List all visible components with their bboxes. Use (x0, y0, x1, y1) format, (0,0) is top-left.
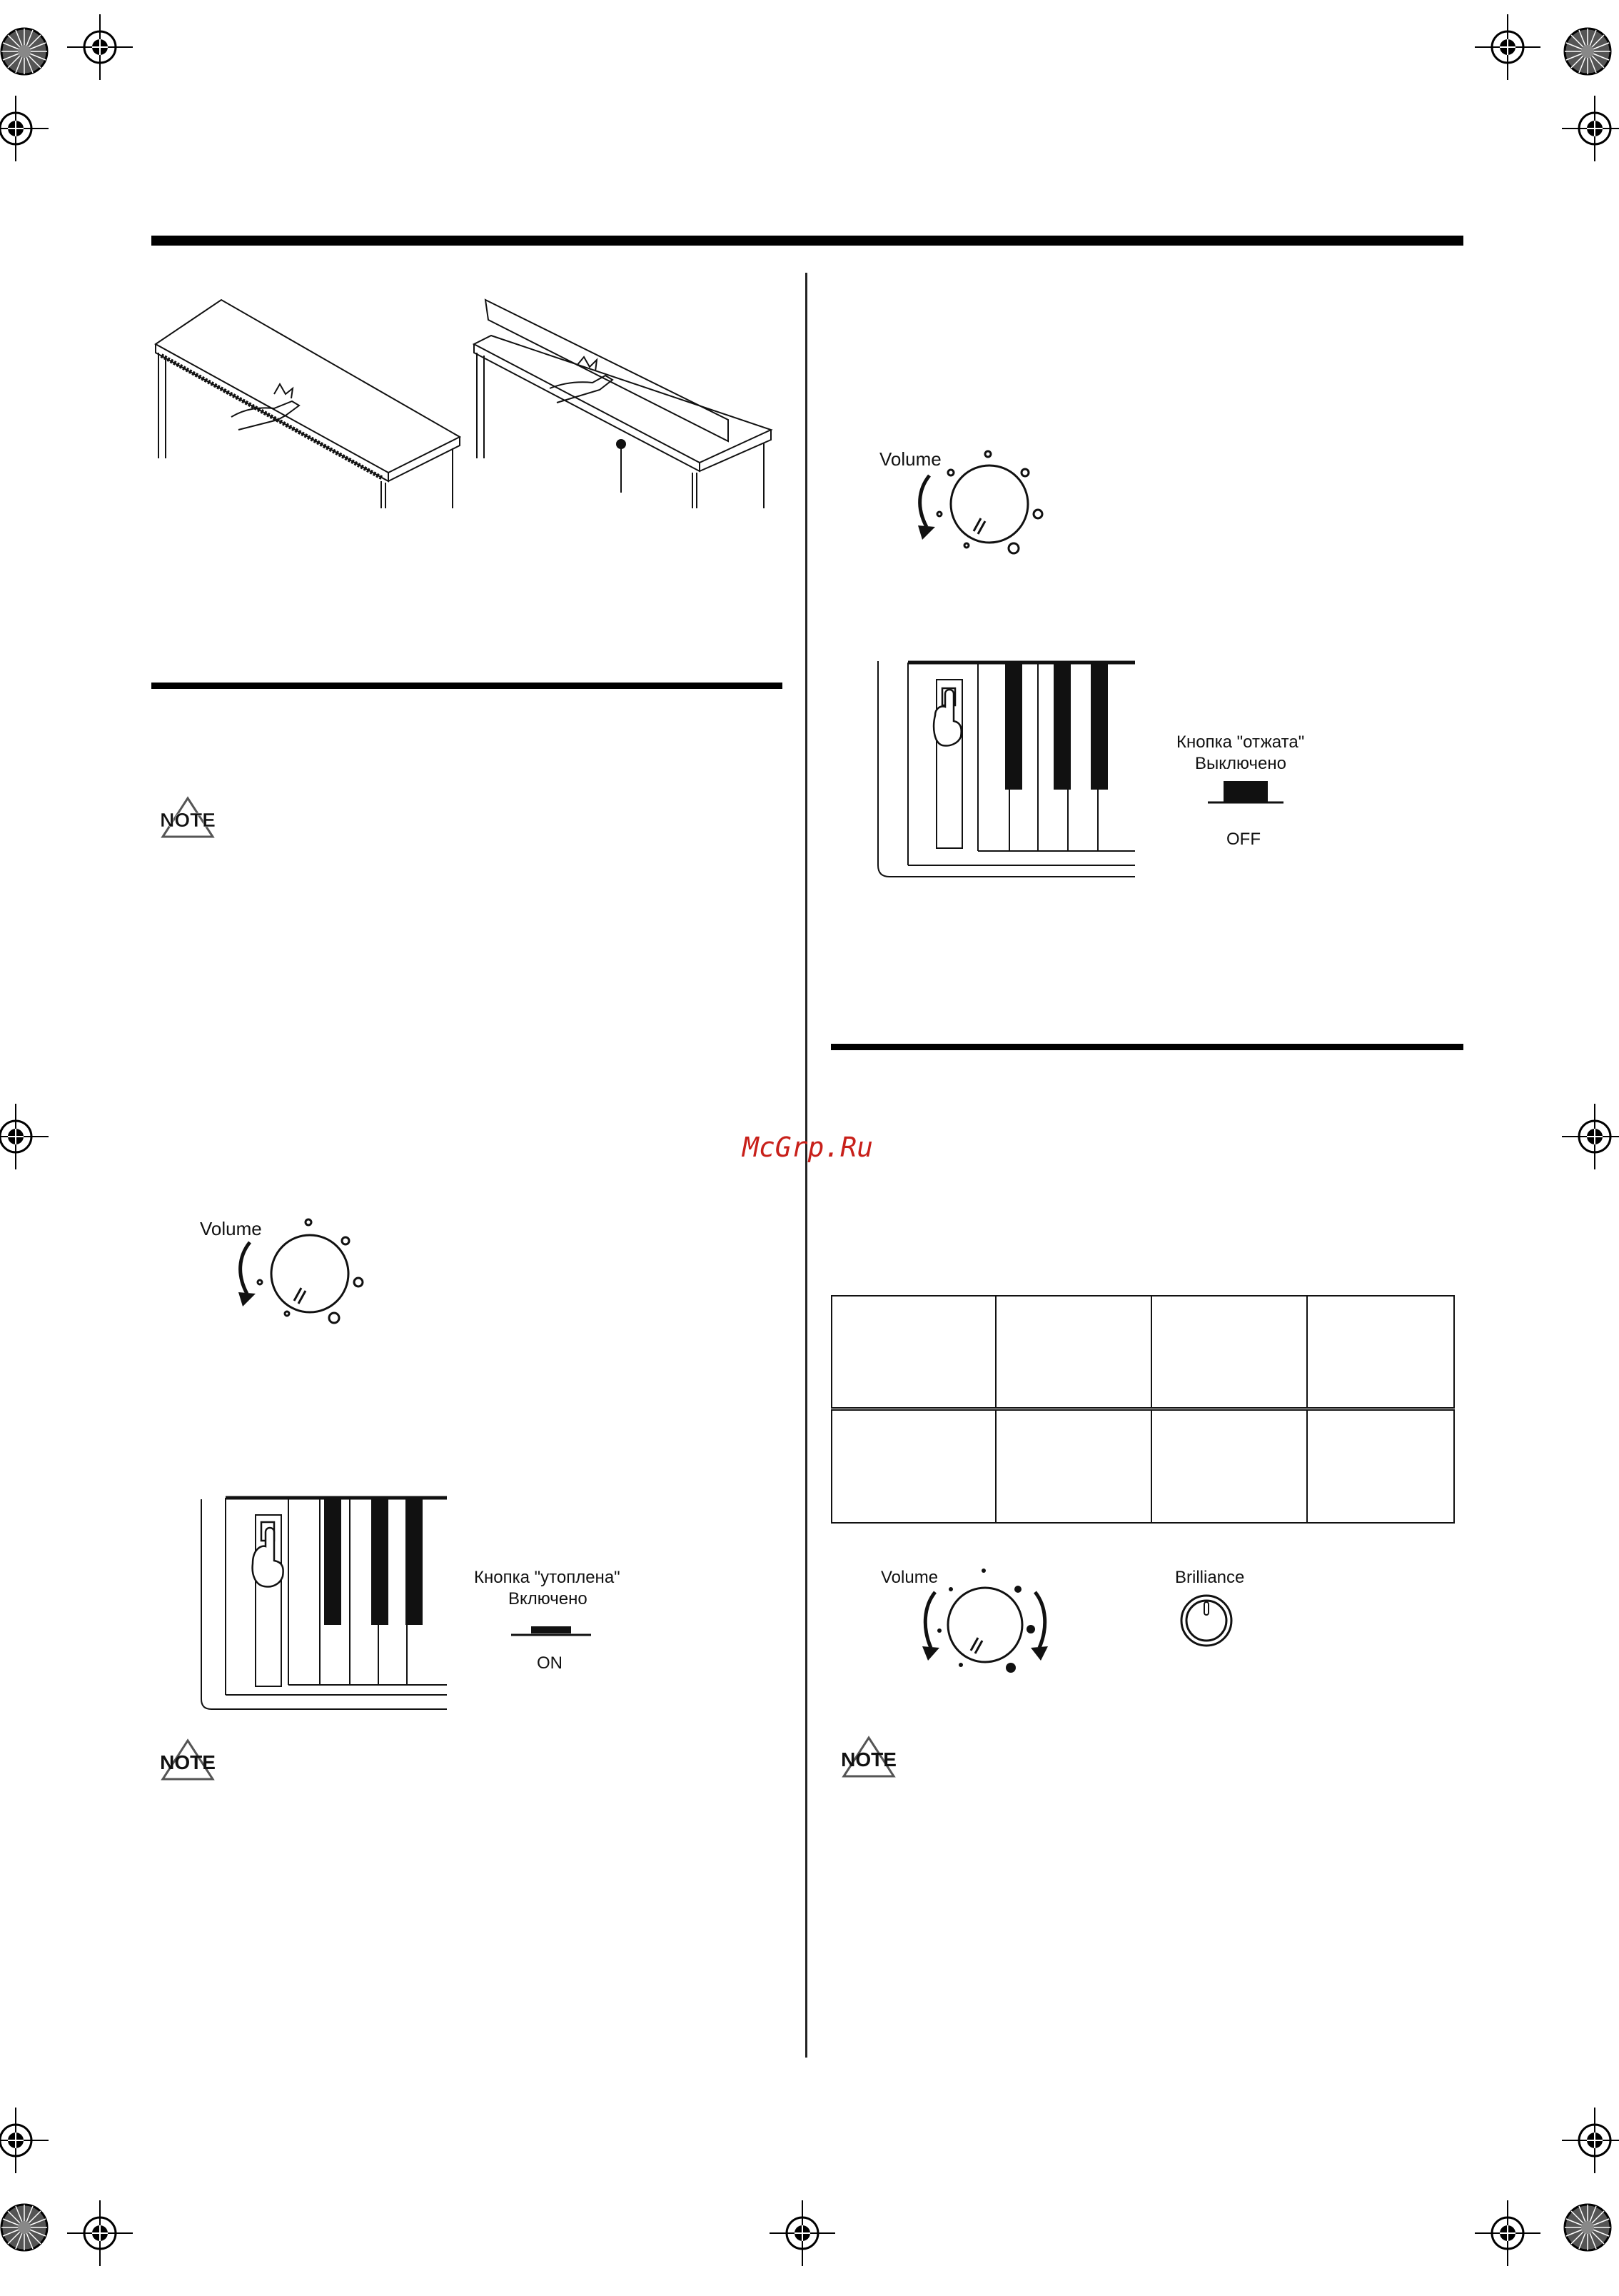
brilliance-label: Brilliance (1175, 1568, 1245, 1587)
black-key (1054, 663, 1071, 790)
color-wheel-icon (1, 29, 47, 74)
registration-mark-icon (67, 2200, 133, 2266)
column-divider (805, 273, 807, 2058)
table-cell (1151, 1409, 1307, 1523)
color-wheel-icon (1565, 2205, 1610, 2250)
black-key (324, 1498, 341, 1625)
watermark: McGrp.Ru (742, 1132, 874, 1163)
power-off-caption-line1: Кнопка "отжата" (1176, 732, 1305, 752)
registration-mark-icon (1475, 14, 1540, 80)
right-section-rule (831, 1044, 1463, 1050)
power-button-pressed-icon (510, 1622, 592, 1639)
table-cell (1307, 1296, 1454, 1409)
black-key (1091, 663, 1108, 790)
volume-label: Volume (200, 1218, 262, 1239)
brilliance-knob-icon[interactable] (1178, 1592, 1235, 1649)
power-on-caption-line1: Кнопка "утоплена" (474, 1568, 620, 1587)
hand-icon (253, 1522, 283, 1586)
black-key (1005, 663, 1022, 790)
piano-lid-open-illustration (471, 294, 778, 515)
power-on-state: ON (537, 1653, 563, 1673)
table-cell (1307, 1409, 1454, 1523)
registration-mark-icon (67, 14, 133, 80)
registration-mark-icon (770, 2200, 835, 2266)
power-button-on-illustration (200, 1492, 447, 1713)
volume-knob-icon[interactable] (914, 1564, 1056, 1678)
piano-lid-closed-illustration (153, 294, 467, 515)
black-key (405, 1498, 423, 1625)
table-cell (832, 1409, 996, 1523)
power-button-released-icon (1206, 780, 1285, 808)
power-off-caption-line2: Выключено (1195, 754, 1286, 773)
volume-knob-icon[interactable] (221, 1214, 371, 1335)
table-cell (996, 1296, 1151, 1409)
power-on-caption-line2: Включено (508, 1589, 587, 1608)
settings-table (831, 1295, 1455, 1524)
table-row (832, 1409, 1454, 1523)
registration-mark-icon (0, 1104, 49, 1169)
volume-knob-icon[interactable] (901, 444, 1051, 565)
hand-icon (934, 688, 962, 746)
power-button-off-illustration (877, 658, 1135, 880)
note-icon (156, 1738, 220, 1782)
svg-text:NOTE: NOTE (841, 1748, 897, 1771)
table-cell (996, 1409, 1151, 1523)
svg-text:NOTE: NOTE (160, 1751, 216, 1773)
table-cell (1151, 1296, 1307, 1409)
note-icon (837, 1735, 901, 1779)
volume-control-label: Volume (881, 1568, 939, 1587)
left-section-rule (151, 683, 782, 689)
color-wheel-icon (1565, 29, 1610, 74)
registration-mark-icon (1562, 2108, 1619, 2173)
table-row (832, 1296, 1454, 1409)
registration-mark-icon (1475, 2200, 1540, 2266)
power-off-state: OFF (1226, 830, 1261, 849)
color-wheel-icon (1, 2205, 47, 2250)
registration-mark-icon (0, 2108, 49, 2173)
svg-text:NOTE: NOTE (160, 809, 216, 831)
black-key (371, 1498, 388, 1625)
note-icon (156, 795, 220, 840)
registration-mark-icon (0, 96, 49, 161)
registration-mark-icon (1562, 1104, 1619, 1169)
table-cell (832, 1296, 996, 1409)
volume-label: Volume (879, 448, 942, 470)
header-rule (151, 236, 1463, 246)
registration-mark-icon (1562, 96, 1619, 161)
